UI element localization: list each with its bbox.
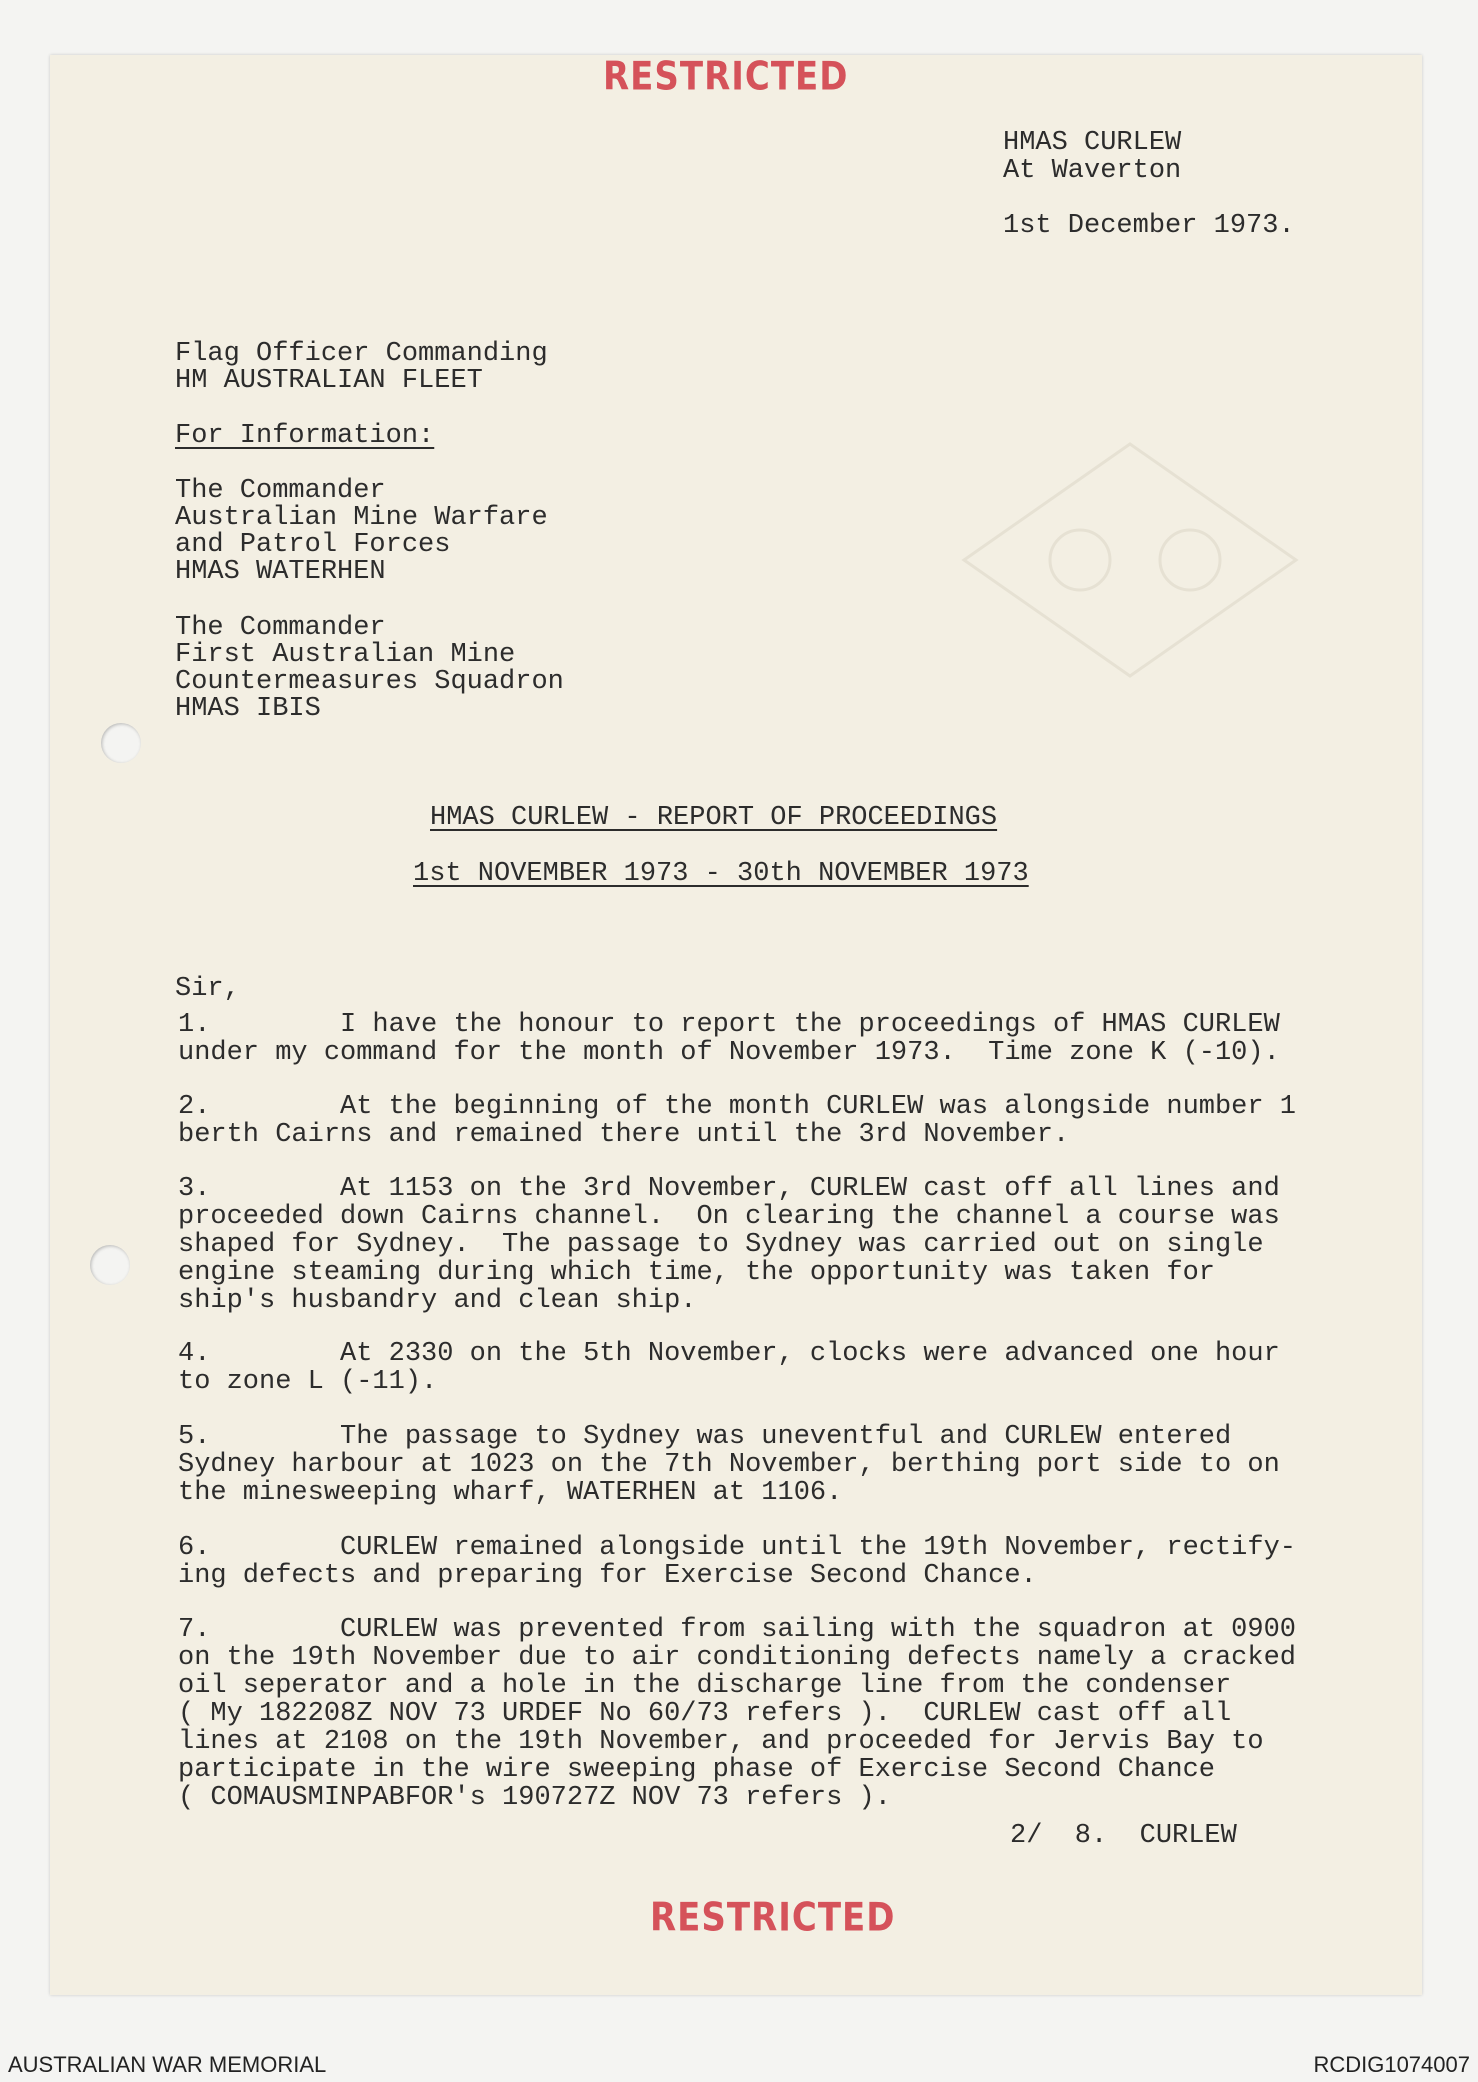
report-period: 1st NOVEMBER 1973 - 30th NOVEMBER 1973 (413, 859, 1029, 889)
paragraph-5 (178, 1423, 1358, 1507)
paragraph-6 (178, 1534, 1358, 1590)
info-recipient2-line: First Australian Mine (175, 640, 516, 670)
letter-date: 1st December 1973. (1003, 211, 1295, 241)
sender-location: At Waverton (1003, 156, 1182, 186)
paragraph-7 (178, 1616, 1358, 1812)
restricted-stamp-top: RESTRICTED (603, 54, 849, 100)
info-recipient1-line: Australian Mine Warfare (175, 503, 548, 533)
info-recipient2-line: Countermeasures Squadron (175, 667, 564, 697)
punch-hole (101, 723, 141, 763)
continuation-catchword: 2/ 8. CURLEW (1010, 1821, 1237, 1851)
info-recipient1-line: HMAS WATERHEN (175, 557, 386, 587)
paragraph-line: 4. At 2330 on the 5th November, clocks were advanced one hour (178, 1339, 1280, 1369)
paragraph-line: ship's husbandry and clean ship. (178, 1286, 697, 1316)
info-recipient1-line: The Commander (175, 476, 386, 506)
paragraph-line: oil seperator and a hole in the discharge line from the condenser (178, 1671, 1232, 1701)
info-recipient2-line: HMAS IBIS (175, 694, 321, 724)
paragraph-2 (178, 1093, 1358, 1149)
paragraph-4 (178, 1340, 1358, 1396)
paragraph-line: ( COMAUSMINPABFOR's 190727Z NOV 73 refers ). (178, 1783, 891, 1813)
addressee-line2: HM AUSTRALIAN FLEET (175, 366, 483, 396)
paragraph-line: Sydney harbour at 1023 on the 7th November, berthing port side to on (178, 1450, 1280, 1480)
embossed-seal (960, 440, 1300, 680)
paragraph-line: engine steaming during which time, the opportunity was taken for (178, 1258, 1215, 1288)
paragraph-1 (178, 1011, 1358, 1067)
footer-archive-name: AUSTRALIAN WAR MEMORIAL (8, 2052, 327, 2077)
addressee-line1: Flag Officer Commanding (175, 339, 548, 369)
salutation: Sir, (175, 974, 240, 1004)
paragraph-line: ( My 182208Z NOV 73 URDEF No 60/73 refers ). CURLEW cast off all (178, 1699, 1232, 1729)
paragraph-line: 6. CURLEW remained alongside until the 19th November, rectify- (178, 1533, 1296, 1563)
paragraph-line: 3. At 1153 on the 3rd November, CURLEW cast off all lines and (178, 1174, 1280, 1204)
info-recipient2-line: The Commander (175, 613, 386, 643)
paragraph-line: the minesweeping wharf, WATERHEN at 1106. (178, 1478, 843, 1508)
paragraph-line: berth Cairns and remained there until the 3rd November. (178, 1120, 1070, 1150)
paragraph-line: 2. At the beginning of the month CURLEW was alongside number 1 (178, 1092, 1296, 1122)
report-title: HMAS CURLEW - REPORT OF PROCEEDINGS (430, 803, 998, 833)
paragraph-line: proceeded down Cairns channel. On clearing the channel a course was (178, 1202, 1280, 1232)
paragraph-line: ing defects and preparing for Exercise Second Chance. (178, 1561, 1037, 1591)
paragraph-line: 5. The passage to Sydney was uneventful and CURLEW entered (178, 1422, 1232, 1452)
sender-ship: HMAS CURLEW (1003, 128, 1182, 158)
paragraph-line: on the 19th November due to air conditioning defects namely a cracked (178, 1643, 1296, 1673)
paragraph-line: under my command for the month of November 1973. Time zone K (-10). (178, 1038, 1280, 1068)
paragraph-line: lines at 2108 on the 19th November, and proceeded for Jervis Bay to (178, 1727, 1264, 1757)
paragraph-line: shaped for Sydney. The passage to Sydney was carried out on single (178, 1230, 1264, 1260)
punch-hole (90, 1245, 130, 1285)
paragraph-3 (178, 1175, 1358, 1315)
footer-record-id: RCDIG1074007 (1313, 2052, 1470, 2077)
restricted-stamp-bottom: RESTRICTED (650, 1895, 896, 1941)
paragraph-line: participate in the wire sweeping phase of Exercise Second Chance (178, 1755, 1215, 1785)
info-recipient1-line: and Patrol Forces (175, 530, 451, 560)
paragraph-line: to zone L (-11). (178, 1367, 438, 1397)
for-information-heading: For Information: (175, 421, 435, 451)
paragraph-line: 1. I have the honour to report the proceedings of HMAS CURLEW (178, 1010, 1280, 1040)
paragraph-line: 7. CURLEW was prevented from sailing with the squadron at 0900 (178, 1615, 1296, 1645)
